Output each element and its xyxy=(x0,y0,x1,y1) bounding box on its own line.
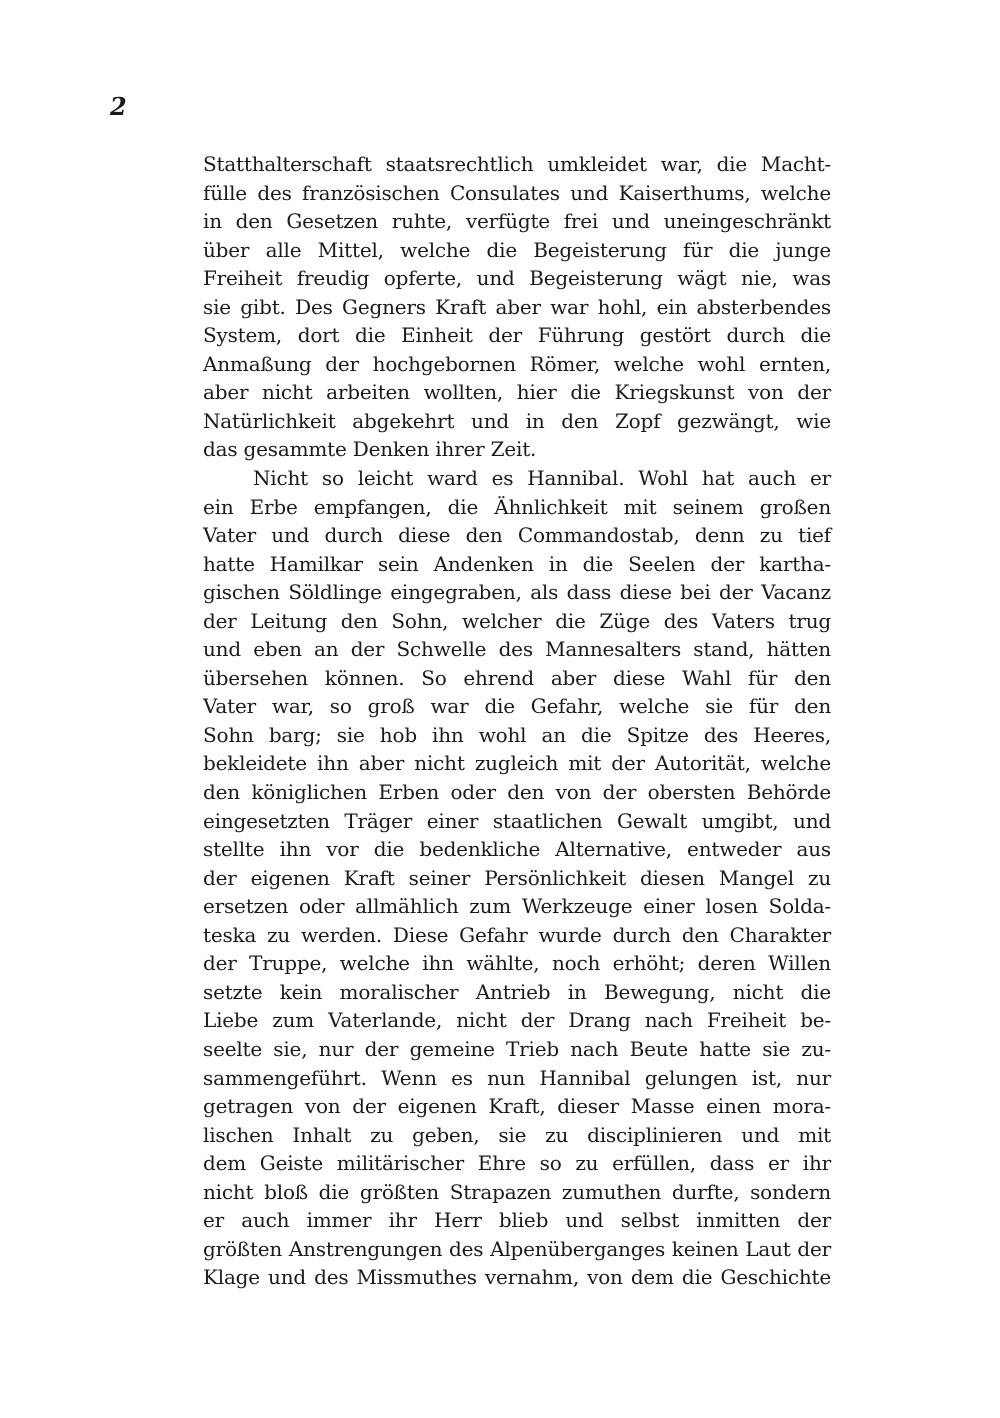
body-text xyxy=(203,150,831,1292)
text-line: Statthalterschaft staatsrechtlich umkleidet war, die Macht- xyxy=(203,152,831,176)
text-line: dem Geiste militärischer Ehre so zu erfüllen, dass er ihr xyxy=(203,1151,831,1176)
text-line: bekleidete ihn aber nicht zugleich mit der Autorität, welche xyxy=(203,751,831,776)
text-line: und eben an der Schwelle des Mannesalters stand, hätten xyxy=(203,637,831,662)
text-line: Vater war, so groß war die Gefahr, welche sie für den xyxy=(203,694,831,719)
text-line: setzte kein moralischer Antrieb in Bewegung, nicht die xyxy=(203,979,831,1004)
text-line: Liebe zum Vaterlande, nicht der Drang nach Freiheit be- xyxy=(203,1008,831,1033)
text-line: Freiheit freudig opferte, und Begeisterung wägt nie, was xyxy=(203,266,831,291)
text-line: Vater und durch diese den Commandostab, denn zu tief xyxy=(203,523,831,548)
text-line: Natürlichkeit abgekehrt und in den Zopf gezwängt, wie xyxy=(203,408,831,433)
text-line: fülle des französischen Consulates und Kaiserthums, welche xyxy=(203,180,831,205)
text-line: der Truppe, welche ihn wählte, noch erhöht; deren Willen xyxy=(203,951,831,976)
paragraph-start-line: Nicht so leicht ward es Hannibal. Wohl hat auch er xyxy=(253,466,831,491)
text-line: lischen Inhalt zu geben, sie zu disciplinieren und mit xyxy=(203,1122,831,1147)
text-line: eingesetzten Träger einer staatlichen Gewalt umgibt, und xyxy=(203,808,831,833)
text-line: der eigenen Kraft seiner Persönlichkeit diesen Mangel zu xyxy=(203,865,831,890)
paragraph-end-line: das gesammte Denken ihrer Zeit. xyxy=(203,437,537,462)
text-line: sammengeführt. Wenn es nun Hannibal gelungen ist, nur xyxy=(203,1065,831,1090)
text-line: hatte Hamilkar sein Andenken in die Seelen der kartha- xyxy=(203,551,831,576)
text-line: stellte ihn vor die bedenkliche Alternative, entweder aus xyxy=(203,837,831,862)
text-line: sie gibt. Des Gegners Kraft aber war hohl, ein absterbendes xyxy=(203,294,831,319)
text-line: System, dort die Einheit der Führung gestört durch die xyxy=(203,323,831,348)
text-line: übersehen können. So ehrend aber diese Wahl für den xyxy=(203,665,831,690)
text-line: gischen Söldlinge eingegraben, als dass diese bei der Vacanz xyxy=(203,580,831,605)
text-line: Anmaßung der hochgebornen Römer, welche wohl ernten, xyxy=(203,351,831,376)
text-line: aber nicht arbeiten wollten, hier die Kriegskunst von der xyxy=(203,380,831,405)
text-line: nicht bloß die größten Strapazen zumuthen durfte, sondern xyxy=(203,1179,831,1204)
page-number: 2 xyxy=(110,92,127,121)
text-line: größten Anstrengungen des Alpenüberganges keinen Laut der xyxy=(203,1236,831,1261)
text-line: ein Erbe empfangen, die Ähnlichkeit mit seinem großen xyxy=(203,494,831,519)
text-line: über alle Mittel, welche die Begeisterung für die junge xyxy=(203,237,831,262)
text-line: getragen von der eigenen Kraft, dieser Masse einen mora- xyxy=(203,1094,831,1119)
text-line: ersetzen oder allmählich zum Werkzeuge einer losen Solda- xyxy=(203,894,831,919)
text-line: den königlichen Erben oder den von der obersten Behörde xyxy=(203,780,831,805)
text-line: teska zu werden. Diese Gefahr wurde durch den Charakter xyxy=(203,922,831,947)
text-line: Sohn barg; sie hob ihn wohl an die Spitze des Heeres, xyxy=(203,722,831,747)
text-line: der Leitung den Sohn, welcher die Züge des Vaters trug xyxy=(203,608,831,633)
text-line: er auch immer ihr Herr blieb und selbst inmitten der xyxy=(203,1208,831,1233)
text-line: Klage und des Missmuthes vernahm, von dem die Geschichte xyxy=(203,1265,831,1290)
text-line: in den Gesetzen ruhte, verfügte frei und uneingeschränkt xyxy=(203,209,831,234)
text-line: seelte sie, nur der gemeine Trieb nach Beute hatte sie zu- xyxy=(203,1036,831,1061)
